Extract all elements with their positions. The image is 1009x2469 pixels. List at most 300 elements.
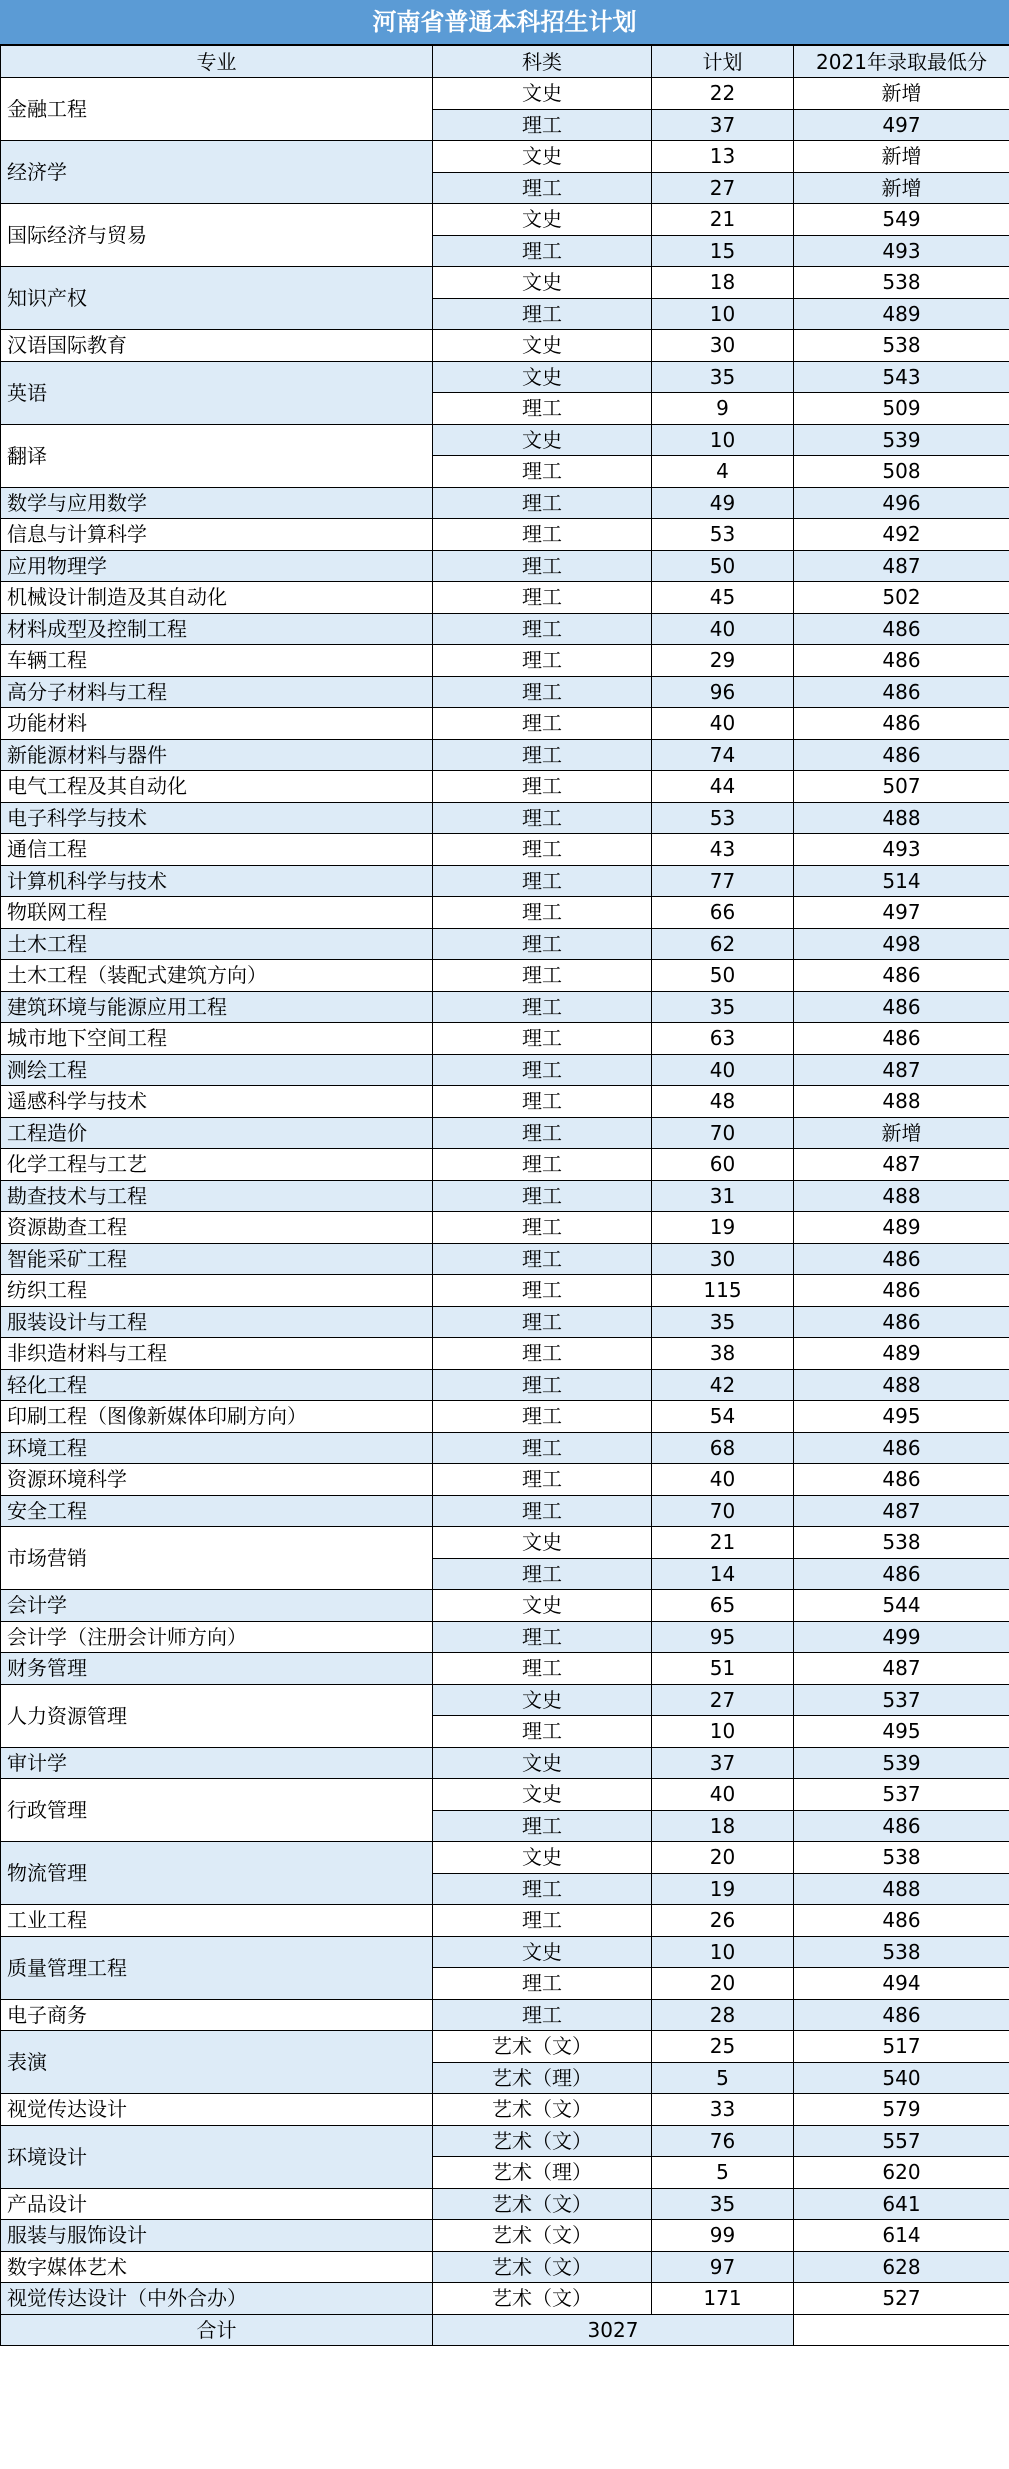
plan-cell: 62 — [652, 928, 794, 960]
min-score-cell: 489 — [794, 298, 1009, 330]
plan-cell: 45 — [652, 582, 794, 614]
table-row — [1, 708, 1009, 740]
plan-cell: 13 — [652, 141, 794, 173]
plan-cell: 31 — [652, 1180, 794, 1212]
header-row — [1, 46, 1009, 78]
min-score-cell: 579 — [794, 2094, 1009, 2126]
min-score-cell: 489 — [794, 1338, 1009, 1370]
min-score-cell: 537 — [794, 1684, 1009, 1716]
min-score-cell: 514 — [794, 865, 1009, 897]
min-score-cell: 527 — [794, 2283, 1009, 2315]
category-cell: 理工 — [433, 298, 652, 330]
category-cell: 艺术（理） — [433, 2157, 652, 2189]
plan-cell: 21 — [652, 204, 794, 236]
plan-cell: 96 — [652, 676, 794, 708]
table-row — [1, 424, 1009, 456]
plan-cell: 27 — [652, 172, 794, 204]
major-name: 功能材料 — [1, 708, 433, 740]
plan-cell: 5 — [652, 2157, 794, 2189]
min-score-cell: 486 — [794, 960, 1009, 992]
major-name: 城市地下空间工程 — [1, 1023, 433, 1055]
min-score-cell: 488 — [794, 1180, 1009, 1212]
category-cell: 理工 — [433, 519, 652, 551]
min-score-cell: 486 — [794, 739, 1009, 771]
category-cell: 理工 — [433, 1086, 652, 1118]
plan-cell: 19 — [652, 1873, 794, 1905]
category-cell: 艺术（理） — [433, 2062, 652, 2094]
table-row — [1, 1999, 1009, 2031]
plan-cell: 43 — [652, 834, 794, 866]
header-plan: 计划 — [652, 46, 794, 78]
major-name: 轻化工程 — [1, 1369, 433, 1401]
plan-cell: 44 — [652, 771, 794, 803]
min-score-cell: 502 — [794, 582, 1009, 614]
total-label: 合计 — [1, 2314, 433, 2345]
category-cell: 文史 — [433, 424, 652, 456]
major-name: 土木工程 — [1, 928, 433, 960]
plan-cell: 10 — [652, 1716, 794, 1748]
category-cell: 理工 — [433, 1369, 652, 1401]
category-cell: 理工 — [433, 771, 652, 803]
min-score-cell: 496 — [794, 487, 1009, 519]
min-score-cell: 486 — [794, 1999, 1009, 2031]
table-row — [1, 1495, 1009, 1527]
plan-cell: 35 — [652, 2188, 794, 2220]
plan-cell: 40 — [652, 1779, 794, 1811]
major-name: 人力资源管理 — [1, 1684, 433, 1747]
plan-cell: 10 — [652, 424, 794, 456]
plan-cell: 70 — [652, 1117, 794, 1149]
plan-cell: 14 — [652, 1558, 794, 1590]
table-row — [1, 2251, 1009, 2283]
plan-cell: 35 — [652, 1306, 794, 1338]
plan-cell: 4 — [652, 456, 794, 488]
category-cell: 文史 — [433, 330, 652, 362]
major-name: 工程造价 — [1, 1117, 433, 1149]
table-row — [1, 739, 1009, 771]
min-score-cell: 494 — [794, 1968, 1009, 2000]
major-name: 材料成型及控制工程 — [1, 613, 433, 645]
category-cell: 艺术（文） — [433, 2094, 652, 2126]
plan-cell: 68 — [652, 1432, 794, 1464]
table-row — [1, 1212, 1009, 1244]
major-name: 环境设计 — [1, 2125, 433, 2188]
plan-cell: 40 — [652, 613, 794, 645]
plan-cell: 10 — [652, 1936, 794, 1968]
plan-cell: 42 — [652, 1369, 794, 1401]
major-name: 信息与计算科学 — [1, 519, 433, 551]
table-row — [1, 1653, 1009, 1685]
min-score-cell: 486 — [794, 1810, 1009, 1842]
major-name: 新能源材料与器件 — [1, 739, 433, 771]
major-name: 化学工程与工艺 — [1, 1149, 433, 1181]
min-score-cell: 489 — [794, 1212, 1009, 1244]
major-name: 电气工程及其自动化 — [1, 771, 433, 803]
category-cell: 文史 — [433, 361, 652, 393]
major-name: 遥感科学与技术 — [1, 1086, 433, 1118]
major-name: 工业工程 — [1, 1905, 433, 1937]
min-score-cell: 487 — [794, 550, 1009, 582]
table-row — [1, 267, 1009, 299]
plan-cell: 38 — [652, 1338, 794, 1370]
category-cell: 理工 — [433, 897, 652, 929]
min-score-cell: 499 — [794, 1621, 1009, 1653]
min-score-cell: 537 — [794, 1779, 1009, 1811]
min-score-cell: 507 — [794, 771, 1009, 803]
min-score-cell: 487 — [794, 1054, 1009, 1086]
plan-cell: 95 — [652, 1621, 794, 1653]
min-score-cell: 新增 — [794, 1117, 1009, 1149]
major-name: 英语 — [1, 361, 433, 424]
plan-cell: 29 — [652, 645, 794, 677]
table-row — [1, 865, 1009, 897]
major-name: 通信工程 — [1, 834, 433, 866]
major-name: 土木工程（装配式建筑方向） — [1, 960, 433, 992]
table-row — [1, 645, 1009, 677]
plan-cell: 18 — [652, 267, 794, 299]
min-score-cell: 488 — [794, 1873, 1009, 1905]
min-score-cell: 486 — [794, 1306, 1009, 1338]
category-cell: 文史 — [433, 78, 652, 110]
table-row — [1, 519, 1009, 551]
major-name: 物流管理 — [1, 1842, 433, 1905]
plan-cell: 40 — [652, 1464, 794, 1496]
min-score-cell: 540 — [794, 2062, 1009, 2094]
category-cell: 理工 — [433, 550, 652, 582]
total-row — [1, 2314, 1009, 2345]
major-name: 印刷工程（图像新媒体印刷方向） — [1, 1401, 433, 1433]
table-row — [1, 1527, 1009, 1559]
plan-cell: 30 — [652, 330, 794, 362]
category-cell: 理工 — [433, 1149, 652, 1181]
min-score-cell: 486 — [794, 1432, 1009, 1464]
major-name: 会计学（注册会计师方向） — [1, 1621, 433, 1653]
table-row — [1, 771, 1009, 803]
category-cell: 艺术（文） — [433, 2031, 652, 2063]
plan-cell: 97 — [652, 2251, 794, 2283]
plan-cell: 50 — [652, 960, 794, 992]
min-score-cell: 539 — [794, 424, 1009, 456]
min-score-cell: 538 — [794, 1527, 1009, 1559]
category-cell: 理工 — [433, 1558, 652, 1590]
major-name: 纺织工程 — [1, 1275, 433, 1307]
table-row — [1, 1275, 1009, 1307]
table-row — [1, 1621, 1009, 1653]
major-name: 会计学 — [1, 1590, 433, 1622]
plan-cell: 74 — [652, 739, 794, 771]
min-score-cell: 497 — [794, 897, 1009, 929]
major-name: 环境工程 — [1, 1432, 433, 1464]
category-cell: 理工 — [433, 676, 652, 708]
min-score-cell: 543 — [794, 361, 1009, 393]
major-name: 建筑环境与能源应用工程 — [1, 991, 433, 1023]
major-name: 勘查技术与工程 — [1, 1180, 433, 1212]
table-row — [1, 2188, 1009, 2220]
min-score-cell: 486 — [794, 1275, 1009, 1307]
table-row — [1, 1180, 1009, 1212]
min-score-cell: 493 — [794, 235, 1009, 267]
table-row — [1, 1684, 1009, 1716]
major-name: 知识产权 — [1, 267, 433, 330]
category-cell: 理工 — [433, 1212, 652, 1244]
min-score-cell: 486 — [794, 645, 1009, 677]
min-score-cell: 487 — [794, 1149, 1009, 1181]
major-name: 车辆工程 — [1, 645, 433, 677]
plan-cell: 49 — [652, 487, 794, 519]
category-cell: 理工 — [433, 235, 652, 267]
category-cell: 理工 — [433, 1653, 652, 1685]
min-score-cell: 487 — [794, 1653, 1009, 1685]
admission-plan-table — [0, 45, 1009, 2346]
major-name: 视觉传达设计 — [1, 2094, 433, 2126]
category-cell: 艺术（文） — [433, 2283, 652, 2315]
category-cell: 理工 — [433, 582, 652, 614]
major-name: 质量管理工程 — [1, 1936, 433, 1999]
table-row — [1, 676, 1009, 708]
plan-cell: 22 — [652, 78, 794, 110]
min-score-cell: 新增 — [794, 141, 1009, 173]
table-row — [1, 1306, 1009, 1338]
table-row — [1, 141, 1009, 173]
category-cell: 文史 — [433, 141, 652, 173]
category-cell: 理工 — [433, 1338, 652, 1370]
plan-cell: 65 — [652, 1590, 794, 1622]
table-row — [1, 78, 1009, 110]
category-cell: 理工 — [433, 1999, 652, 2031]
plan-cell: 28 — [652, 1999, 794, 2031]
plan-cell: 54 — [652, 1401, 794, 1433]
plan-cell: 20 — [652, 1968, 794, 2000]
major-name: 金融工程 — [1, 78, 433, 141]
major-name: 翻译 — [1, 424, 433, 487]
min-score-cell: 488 — [794, 1369, 1009, 1401]
table-row — [1, 361, 1009, 393]
min-score-cell: 486 — [794, 1023, 1009, 1055]
table-row — [1, 330, 1009, 362]
category-cell: 文史 — [433, 1747, 652, 1779]
min-score-cell: 497 — [794, 109, 1009, 141]
major-name: 计算机科学与技术 — [1, 865, 433, 897]
plan-cell: 19 — [652, 1212, 794, 1244]
category-cell: 理工 — [433, 1432, 652, 1464]
table-row — [1, 1936, 1009, 1968]
min-score-cell: 487 — [794, 1495, 1009, 1527]
plan-cell: 35 — [652, 361, 794, 393]
major-name: 资源环境科学 — [1, 1464, 433, 1496]
table-row — [1, 204, 1009, 236]
min-score-cell: 486 — [794, 708, 1009, 740]
major-name: 视觉传达设计（中外合办） — [1, 2283, 433, 2315]
plan-cell: 37 — [652, 1747, 794, 1779]
category-cell: 理工 — [433, 960, 652, 992]
min-score-cell: 539 — [794, 1747, 1009, 1779]
category-cell: 文史 — [433, 1936, 652, 1968]
min-score-cell: 544 — [794, 1590, 1009, 1622]
min-score-cell: 新增 — [794, 172, 1009, 204]
category-cell: 理工 — [433, 645, 652, 677]
category-cell: 理工 — [433, 1905, 652, 1937]
category-cell: 艺术（文） — [433, 2188, 652, 2220]
category-cell: 文史 — [433, 1842, 652, 1874]
table-row — [1, 991, 1009, 1023]
plan-cell: 60 — [652, 1149, 794, 1181]
min-score-cell: 486 — [794, 613, 1009, 645]
table-row — [1, 1905, 1009, 1937]
table-row — [1, 487, 1009, 519]
major-name: 电子商务 — [1, 1999, 433, 2031]
plan-cell: 5 — [652, 2062, 794, 2094]
major-name: 智能采矿工程 — [1, 1243, 433, 1275]
min-score-cell: 495 — [794, 1716, 1009, 1748]
table-row — [1, 2094, 1009, 2126]
table-row — [1, 1432, 1009, 1464]
category-cell: 文史 — [433, 1779, 652, 1811]
plan-cell: 77 — [652, 865, 794, 897]
major-name: 应用物理学 — [1, 550, 433, 582]
header-major: 专业 — [1, 46, 433, 78]
major-name: 市场营销 — [1, 1527, 433, 1590]
category-cell: 理工 — [433, 393, 652, 425]
min-score-cell: 538 — [794, 1936, 1009, 1968]
min-score-cell: 549 — [794, 204, 1009, 236]
plan-cell: 21 — [652, 1527, 794, 1559]
category-cell: 理工 — [433, 1117, 652, 1149]
table-row — [1, 2220, 1009, 2252]
plan-cell: 48 — [652, 1086, 794, 1118]
min-score-cell: 486 — [794, 676, 1009, 708]
plan-cell: 66 — [652, 897, 794, 929]
plan-cell: 53 — [652, 802, 794, 834]
category-cell: 理工 — [433, 487, 652, 519]
category-cell: 文史 — [433, 1684, 652, 1716]
min-score-cell: 498 — [794, 928, 1009, 960]
plan-cell: 25 — [652, 2031, 794, 2063]
table-row — [1, 802, 1009, 834]
major-name: 经济学 — [1, 141, 433, 204]
plan-cell: 40 — [652, 1054, 794, 1086]
table-row — [1, 2283, 1009, 2315]
category-cell: 理工 — [433, 1243, 652, 1275]
major-name: 产品设计 — [1, 2188, 433, 2220]
header-category: 科类 — [433, 46, 652, 78]
category-cell: 理工 — [433, 1873, 652, 1905]
table-row — [1, 1149, 1009, 1181]
major-name: 行政管理 — [1, 1779, 433, 1842]
plan-cell: 171 — [652, 2283, 794, 2315]
category-cell: 理工 — [433, 1306, 652, 1338]
plan-cell: 40 — [652, 708, 794, 740]
category-cell: 理工 — [433, 1054, 652, 1086]
table-row — [1, 2031, 1009, 2063]
major-name: 财务管理 — [1, 1653, 433, 1685]
plan-cell: 18 — [652, 1810, 794, 1842]
plan-cell: 10 — [652, 298, 794, 330]
table-row — [1, 2125, 1009, 2157]
category-cell: 文史 — [433, 267, 652, 299]
major-name: 安全工程 — [1, 1495, 433, 1527]
min-score-cell: 486 — [794, 1558, 1009, 1590]
min-score-cell: 493 — [794, 834, 1009, 866]
category-cell: 理工 — [433, 928, 652, 960]
header-min-score: 2021年录取最低分 — [794, 46, 1009, 78]
min-score-cell: 517 — [794, 2031, 1009, 2063]
category-cell: 理工 — [433, 1968, 652, 2000]
plan-cell: 70 — [652, 1495, 794, 1527]
category-cell: 理工 — [433, 1621, 652, 1653]
major-name: 表演 — [1, 2031, 433, 2094]
min-score-cell: 486 — [794, 991, 1009, 1023]
min-score-cell: 557 — [794, 2125, 1009, 2157]
category-cell: 理工 — [433, 1464, 652, 1496]
total-value: 3027 — [433, 2314, 794, 2345]
min-score-cell: 641 — [794, 2188, 1009, 2220]
category-cell: 理工 — [433, 172, 652, 204]
min-score-cell: 538 — [794, 267, 1009, 299]
category-cell: 理工 — [433, 1180, 652, 1212]
plan-cell: 20 — [652, 1842, 794, 1874]
category-cell: 理工 — [433, 1716, 652, 1748]
category-cell: 理工 — [433, 109, 652, 141]
category-cell: 理工 — [433, 1810, 652, 1842]
category-cell: 理工 — [433, 739, 652, 771]
table-row — [1, 1401, 1009, 1433]
plan-cell: 53 — [652, 519, 794, 551]
table-row — [1, 928, 1009, 960]
major-name: 数字媒体艺术 — [1, 2251, 433, 2283]
min-score-cell: 495 — [794, 1401, 1009, 1433]
major-name: 电子科学与技术 — [1, 802, 433, 834]
sheet-title: 河南省普通本科招生计划 — [0, 0, 1009, 45]
min-score-cell: 508 — [794, 456, 1009, 488]
table-row — [1, 1054, 1009, 1086]
category-cell: 理工 — [433, 834, 652, 866]
table-row — [1, 1243, 1009, 1275]
total-empty-cell — [794, 2314, 1009, 2345]
major-name: 测绘工程 — [1, 1054, 433, 1086]
plan-cell: 9 — [652, 393, 794, 425]
category-cell: 理工 — [433, 991, 652, 1023]
min-score-cell: 538 — [794, 1842, 1009, 1874]
major-name: 服装与服饰设计 — [1, 2220, 433, 2252]
min-score-cell: 492 — [794, 519, 1009, 551]
min-score-cell: 新增 — [794, 78, 1009, 110]
category-cell: 文史 — [433, 1527, 652, 1559]
plan-cell: 15 — [652, 235, 794, 267]
plan-cell: 33 — [652, 2094, 794, 2126]
min-score-cell: 486 — [794, 1905, 1009, 1937]
table-row — [1, 1590, 1009, 1622]
table-row — [1, 960, 1009, 992]
table-row — [1, 582, 1009, 614]
category-cell: 文史 — [433, 204, 652, 236]
category-cell: 理工 — [433, 1023, 652, 1055]
min-score-cell: 620 — [794, 2157, 1009, 2189]
plan-cell: 26 — [652, 1905, 794, 1937]
min-score-cell: 614 — [794, 2220, 1009, 2252]
table-row — [1, 1464, 1009, 1496]
min-score-cell: 628 — [794, 2251, 1009, 2283]
category-cell: 理工 — [433, 613, 652, 645]
plan-cell: 35 — [652, 991, 794, 1023]
category-cell: 理工 — [433, 865, 652, 897]
category-cell: 艺术（文） — [433, 2220, 652, 2252]
table-row — [1, 1338, 1009, 1370]
plan-cell: 51 — [652, 1653, 794, 1685]
major-name: 数学与应用数学 — [1, 487, 433, 519]
table-row — [1, 613, 1009, 645]
min-score-cell: 486 — [794, 1243, 1009, 1275]
plan-cell: 27 — [652, 1684, 794, 1716]
